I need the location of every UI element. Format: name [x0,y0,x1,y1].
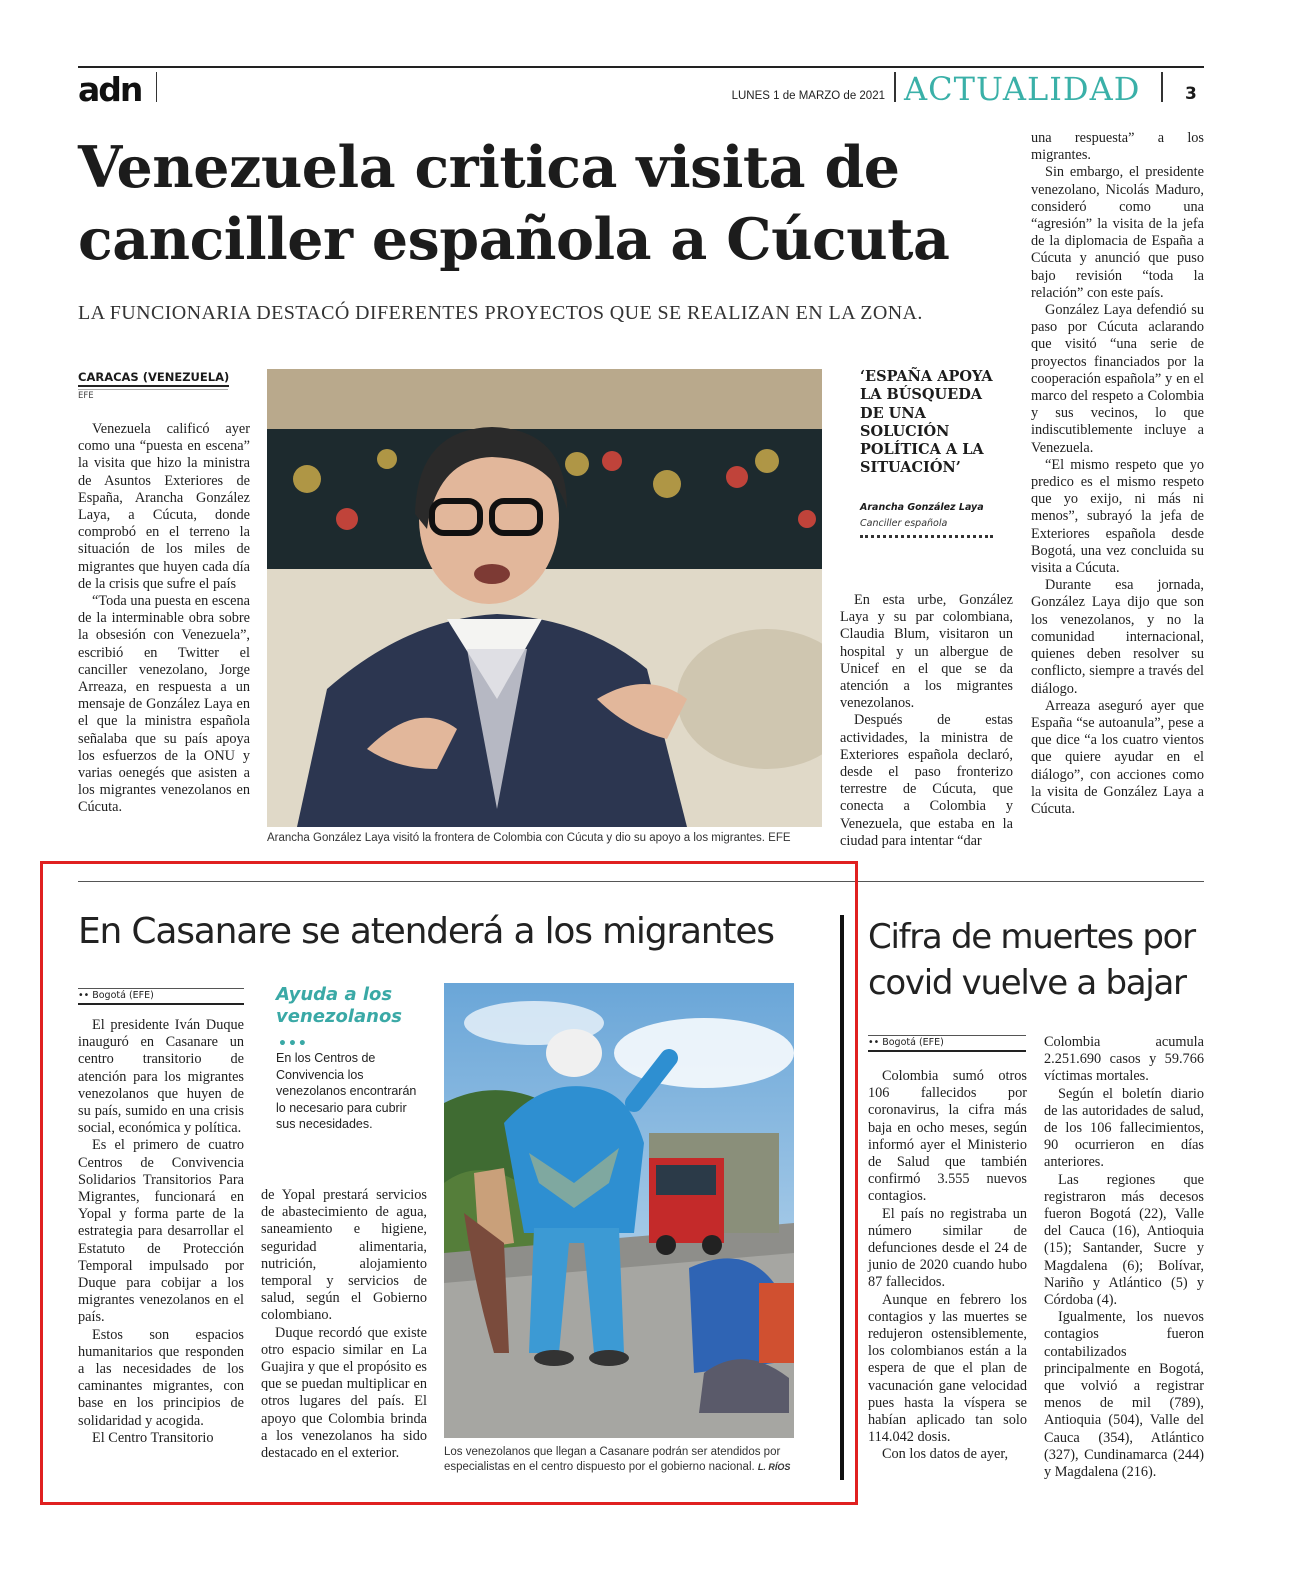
paragraph: “El mismo respeto que yo predico es el mismo respeto que yo exijo, ni más ni menos”, subrayó la jefa de Exteriores española desde Bogotá, una vez concluida su visita a Cúcuta. [1031,456,1204,577]
column-divider [840,915,844,1480]
paragraph: de Yopal prestará servicios de abastecimiento de agua, saneamiento e higiene, seguridad alimentaria, nutrición, alojamiento temporal y servicios de salud, según el Gobierno colombiano. [261,1187,427,1324]
casanare-photo-caption [444,1445,799,1475]
section-divider-left [894,72,896,102]
pull-quote-author: Arancha González Laya [860,502,984,513]
paragraph: El país no registraba un número similar de defunciones desde el 24 de junio de 2020 cuando hubo 87 fallecidos. [868,1205,1027,1291]
covid-headline: Cifra de muertes por covid vuelve a bajar [868,917,1195,1003]
covid-column-1 [868,1068,1027,1464]
photo-credit: L. RÍOS [757,1462,791,1472]
section-divider-right [1161,72,1163,102]
newspaper-logo: adn [78,70,142,109]
lead-dateline-text: CARACAS (VENEZUELA) [78,370,230,384]
page-number: 3 [1185,84,1197,104]
casanare-photo-illustration [444,983,794,1438]
lead-photo-caption: Arancha González Laya visitó la frontera de Colombia con Cúcuta y dio su apoyo a los migrantes. EFE [267,832,791,844]
paragraph: Colombia sumó otros 106 fallecidos por coronavirus, la cifra más baja en ocho meses, según informó ayer el Ministerio de Salud que también confirmó 3.555 nuevos contagios. [868,1068,1027,1205]
lead-photo-illustration [267,369,822,827]
paragraph: Sin embargo, el presidente venezolano, Nicolás Maduro, consideró como una “agresión” la visita de la jefa de la diplomacia de España a Cúcuta y anunció que puso bajo revisión “toda la relación” con este país. [1031,164,1204,301]
casanare-headline: En Casanare se atenderá a los migrantes [78,911,774,952]
pull-quote-divider [860,533,993,538]
paragraph: Colombia acumula 2.251.690 casos y 59.766 víctimas mortales. [1044,1034,1204,1085]
paragraph: Después de estas actividades, la ministra de Exteriores española declaró, desde el paso fronterizo terrestre de Cúcuta, que conecta a Colombia y Venezuela, que estaba en la ciudad para intentar “dar [840,712,1013,849]
top-rule [78,66,1204,68]
logo-divider [156,72,157,102]
paragraph: Venezuela calificó ayer como una “puesta en escena” la visita que hizo la ministra de Asuntos Exteriores de España, Arancha González Laya, a Cúcuta, donde comprobó en el terreno la situación de los miles de migrantes que huyen cada día de la crisis que sufre el país [78,421,250,592]
casanare-column-2 [261,1187,427,1462]
issue-date: LUNES 1 de MARZO de 2021 [731,90,885,102]
lead-column-4 [1031,130,1204,818]
covid-dateline: •• Bogotá (EFE) [868,1035,1026,1052]
paragraph: Duque recordó que existe otro espacio similar en La Guajira y que el propósito es que se puedan multiplicar en otros lugares del país. El apoyo que Colombia brinda a los venezolanos ha sido destacado en el exterior. [261,1324,427,1462]
section-title: ACTUALIDAD [904,70,1141,108]
paragraph: Durante esa jornada, González Laya dijo que son los venezolanos, y no la comunidad internacional, quienes deben resolver su conflicto, siempre a través del diálogo. [1031,577,1204,697]
lead-column-1 [78,421,250,817]
lead-dateline [78,370,229,387]
paragraph: Arreaza aseguró ayer que España “se autoanula”, pese a que dice “a los cuatro vientos que quiere ayudar en el diálogo”, con acciones como la visita de González Laya a Cúcuta. [1031,697,1204,817]
paragraph: Es el primero de cuatro Centros de Convivencia Solidarios Transitorios Para Migrantes, funcionará en Yopal y forma parte de la estrategia para desarrollar el Estatuto de Protección Temporal impulsado por Duque para cobijar a los migrantes venezolanos en el país. [78,1137,244,1326]
casanare-dateline: •• Bogotá (EFE) [78,988,244,1005]
sidebar-text: En los Centros de Convivencia los venezolanos encontrarán lo necesario para cubrir sus necesidades. [276,1051,417,1131]
paragraph: Igualmente, los nuevos contagios fueron contabilizados principalmente en Bogotá, que volvió a registrar menos de mil (789), Antioquia (504), Valle del Cauca (354), Atlántico (327), Cundinamarca (244) y Magdalena (216). [1044,1309,1204,1481]
paragraph: González Laya defendió su paso por Cúcuta aclarando que visitó “una serie de proyectos financiados por la cooperación española” y en el marco del respeto a Colombia y sus vecinos, lo que indiscutiblemente incluye a Venezuela. [1031,302,1204,456]
casanare-column-1 [78,1017,244,1447]
lead-subhead: LA FUNCIONARIA DESTACÓ DIFERENTES PROYECTOS QUE SE REALIZAN EN LA ZONA. [78,302,923,324]
paragraph: Con los datos de ayer, [882,1446,1009,1463]
paragraph: El Centro Transitorio [92,1429,214,1446]
lead-photo [267,369,822,827]
lead-headline: Venezuela critica visita de canciller española a Cúcuta [78,134,950,273]
paragraph: Según el boletín diario de las autoridades de salud, de los 106 fallecimientos, 90 ocurrieron en días anteriores. [1044,1085,1204,1171]
pull-quote: ‘ESPAÑA APOYA LA BÚSQUEDA DE UNA SOLUCIÓN POLÍTICA A LA SITUACIÓN’ [860,368,993,477]
casanare-photo [444,983,794,1438]
lead-column-3 [840,592,1013,850]
lead-agency: EFE [78,389,228,401]
paragraph: En esta urbe, González Laya y su par colombiana, Claudia Blum, visitaron un hospital y un albergue de Unicef en el que se da atención a los migrantes venezolanos. [840,592,1013,712]
paragraph: Estos son espacios humanitarios que responden a las necesidades de los caminantes migrantes, con base en los principios de solidaridad y acogida. [78,1326,244,1429]
sidebar-dots: ••• [278,1036,308,1052]
paragraph: Aunque en febrero los contagios y las muertes se redujeron ostensiblemente, los colombianos están a la espera de que el plan de vacunación gane velocidad pues hasta la víspera se habían aplicado tan solo 114.042 dosis. [868,1291,1027,1446]
paragraph: Las regiones que registraron más decesos fueron Bogotá (22), Valle del Cauca (16), Antioquia (15); Santander, Sucre y Magdalena (6); Bolívar, Nariño y Atlántico (5) y Córdoba (4). [1044,1171,1204,1309]
casanare-caption-text: Los venezolanos que llegan a Casanare podrán ser atendidos por especialistas en el centro dispuesto por el gobierno nacional. [444,1446,781,1473]
pull-quote-role: Canciller española [860,518,948,529]
paragraph: El presidente Iván Duque inauguró en Casanare un centro transitorio de atención para los migrantes venezolanos que huyen de su país, sumido en una crisis social, económica y política. [78,1017,244,1137]
covid-column-2 [1044,1034,1204,1481]
sidebar-title: Ayuda a los venezolanos [276,984,403,1027]
paragraph: “Toda una puesta en escena de la interminable obra sobre la obsesión con Venezuela”, escribió en Twitter el canciller venezolano, Jorge Arreaza, en respuesta a un mensaje de González Laya en el que la ministra española señalaba que su país apoya los esfuerzos de la ONU y varias oenegés que asisten a los migrantes venezolanos en Cúcuta. [78,593,250,816]
paragraph: una respuesta” a los migrantes. [1031,130,1204,164]
